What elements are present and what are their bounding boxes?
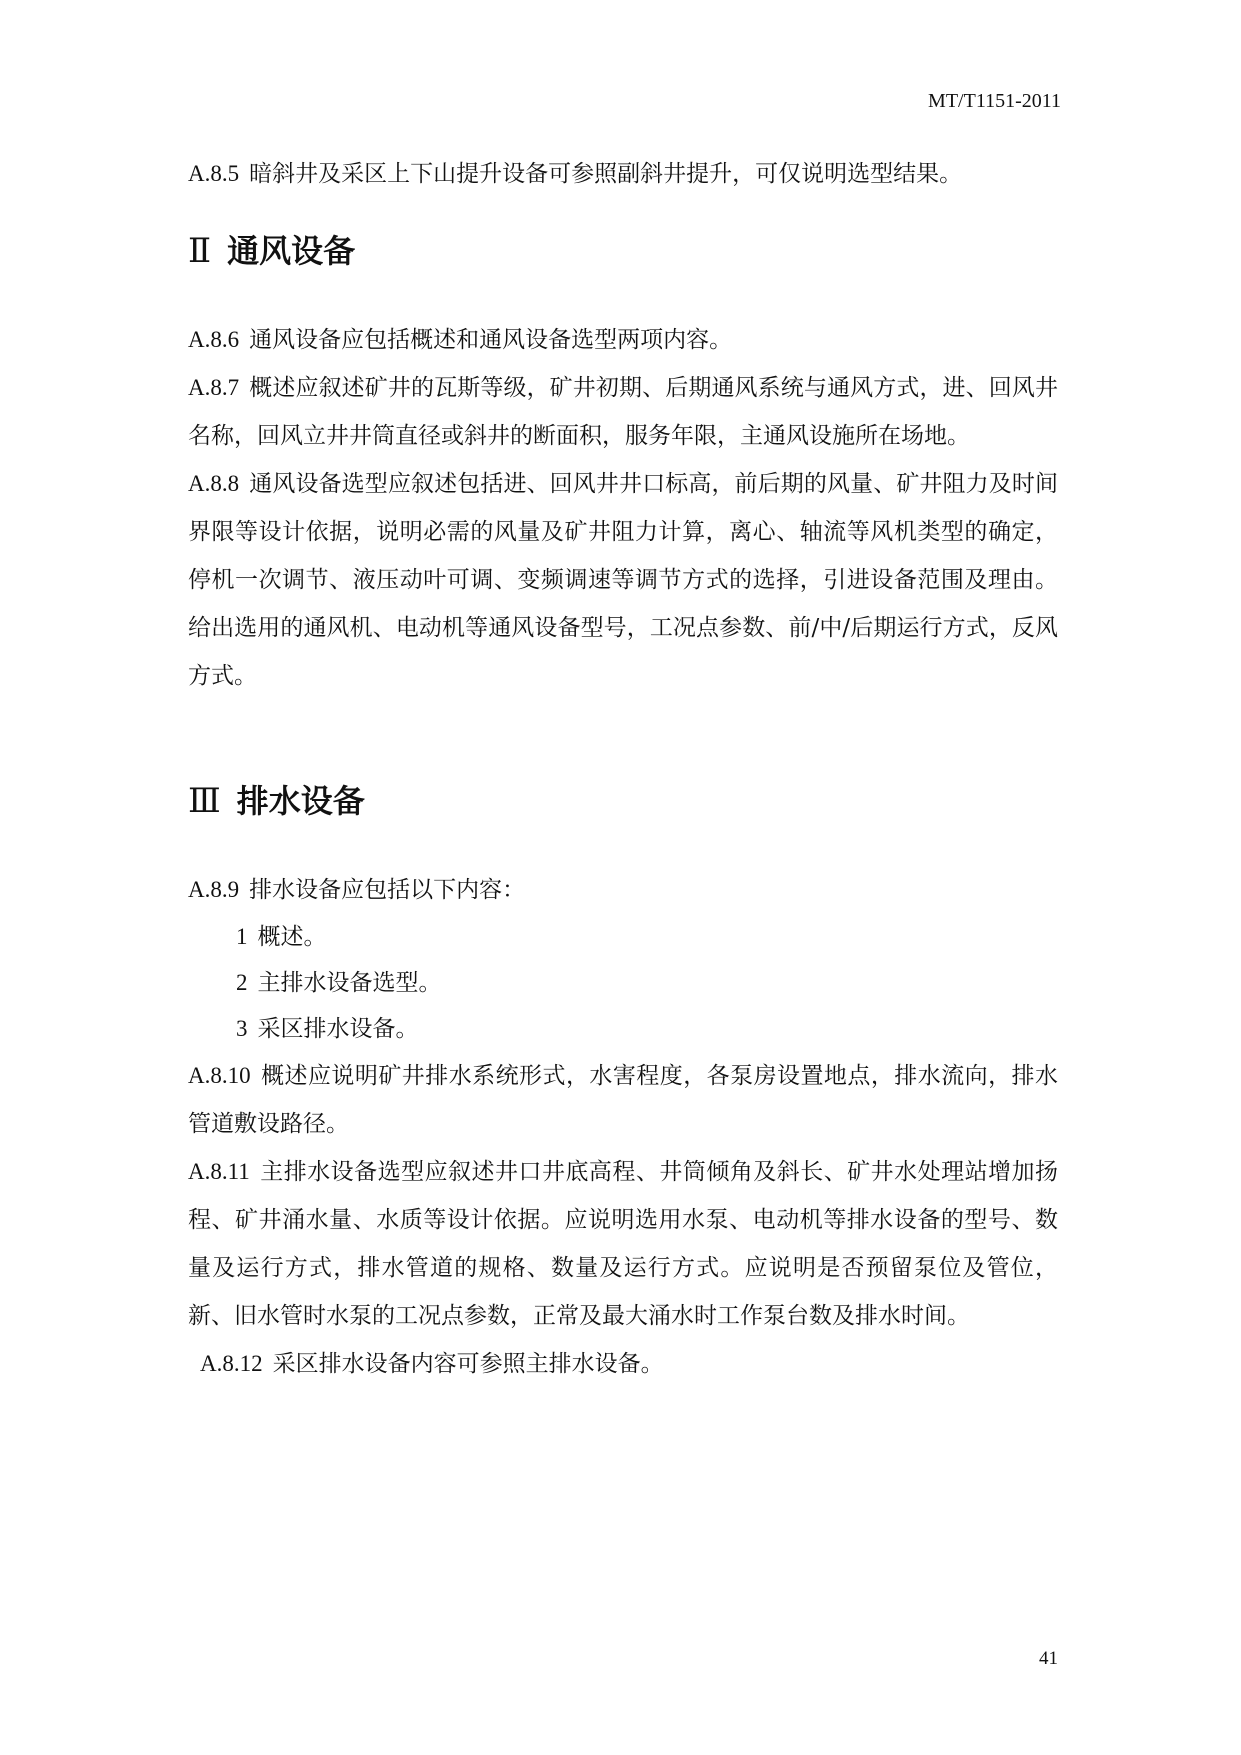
clause-number: A.8.10 [188, 1063, 251, 1088]
clause-a89 [188, 866, 1058, 914]
list-item-number: 3 [236, 1016, 248, 1041]
clause-number: A.8.11 [188, 1159, 250, 1184]
section-roman-numeral: Ⅱ [188, 233, 212, 270]
clause-text: 概述应叙述矿井的瓦斯等级，矿井初期、后期通风系统与通风方式，进、回风井名称，回风立井井筒直径或斜井的断面积，服务年限，主通风设施所在场地。 [188, 375, 1058, 449]
clause-text: 通风设备选型应叙述包括进、回风井井口标高，前后期的风量、矿井阻力及时间界限等设计依据，说明必需的风量及矿井阻力计算，离心、轴流等风机类型的确定，停机一次调节、液压动叶可调、变频调速等调节方式的选择，引进设备范围及理由。给出选用的通风机、电动机等通风设备型号，工况点参数、前/中/后期运行方式，反风方式。 [188, 471, 1058, 689]
clause-text: 采区排水设备内容可参照主排水设备。 [272, 1351, 664, 1377]
list-item-text: 主排水设备选型。 [257, 970, 442, 996]
list-item [236, 1006, 1058, 1052]
clause-number: A.8.6 [188, 327, 240, 352]
section-title: 排水设备 [236, 782, 365, 820]
clause-text: 概述应说明矿井排水系统形式，水害程度，各泵房设置地点，排水流向，排水管道敷设路径。 [188, 1063, 1058, 1137]
clause-number: A.8.12 [200, 1351, 263, 1376]
clause-a812 [188, 1340, 1058, 1388]
clause-text: 暗斜井及采区上下山提升设备可参照副斜井提升，可仅说明选型结果。 [249, 161, 963, 187]
clause-number: A.8.5 [188, 161, 240, 186]
list-item-number: 2 [236, 970, 248, 995]
section-roman-numeral: Ⅲ [188, 783, 221, 820]
list-item-text: 概述。 [257, 924, 327, 950]
section-heading-ventilation [188, 226, 1058, 272]
clause-text: 主排水设备选型应叙述井口井底高程、井筒倾角及斜长、矿井水处理站增加扬程、矿井涌水量、水质等设计依据。应说明选用水泵、电动机等排水设备的型号、数量及运行方式，排水管道的规格、数量及运行方式。应说明是否预留泵位及管位，新、旧水管时水泵的工况点参数，正常及最大涌水时工作泵台数及排水时间。 [188, 1159, 1058, 1329]
clause-a87 [188, 364, 1058, 460]
section-title: 通风设备 [227, 232, 356, 270]
clause-text: 通风设备应包括概述和通风设备选型两项内容。 [249, 327, 733, 353]
clause-number: A.8.7 [188, 375, 240, 400]
clause-number: A.8.8 [188, 471, 240, 496]
clause-a85 [188, 150, 1058, 198]
section-heading-drainage [188, 776, 1058, 822]
list-item-number: 1 [236, 924, 248, 949]
page-number: 41 [1039, 1648, 1058, 1669]
clause-text: 排水设备应包括以下内容： [249, 877, 526, 903]
clause-a88 [188, 460, 1058, 700]
clause-number: A.8.9 [188, 877, 240, 902]
list-item-text: 采区排水设备。 [257, 1016, 419, 1042]
page-content [188, 150, 1058, 1388]
list-item [236, 914, 1058, 960]
clause-a810 [188, 1052, 1058, 1148]
clause-a86 [188, 316, 1058, 364]
clause-a811 [188, 1148, 1058, 1340]
standard-code: MT/T1151-2011 [928, 90, 1061, 112]
list-item [236, 960, 1058, 1006]
